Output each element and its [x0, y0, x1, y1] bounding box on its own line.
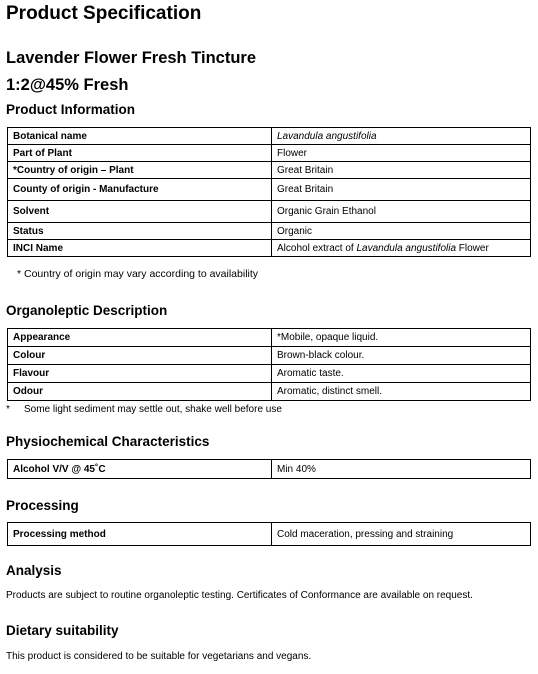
page-title: Product Specification	[6, 3, 202, 24]
organoleptic-table	[7, 328, 531, 401]
table-row	[8, 329, 531, 347]
row-label: County of origin - Manufacture	[8, 179, 272, 201]
table-row	[8, 145, 531, 162]
row-label: Status	[8, 223, 272, 240]
row-value: Great Britain	[272, 162, 531, 179]
row-label: Solvent	[8, 201, 272, 223]
table-row	[8, 523, 531, 546]
organoleptic-footnote-marker: *	[6, 404, 10, 415]
row-value: Lavandula angustifolia	[272, 128, 531, 145]
row-label: Flavour	[8, 365, 272, 383]
row-label: Appearance	[8, 329, 272, 347]
table-row	[8, 365, 531, 383]
row-label: INCI Name	[8, 240, 272, 257]
row-label: *Country of origin – Plant	[8, 162, 272, 179]
table-row	[8, 347, 531, 365]
row-value: Cold maceration, pressing and straining	[272, 523, 531, 546]
row-value: Flower	[272, 145, 531, 162]
row-label: Odour	[8, 383, 272, 401]
row-value: Great Britain	[272, 179, 531, 201]
row-value: Min 40%	[272, 460, 531, 479]
organoleptic-heading: Organoleptic Description	[6, 303, 168, 318]
physiochemical-heading: Physiochemical Characteristics	[6, 434, 210, 449]
product-information-footnote: * Country of origin may vary according to availability	[17, 268, 259, 280]
row-value: Organic Grain Ethanol	[272, 201, 531, 223]
table-row	[8, 162, 531, 179]
row-label: Processing method	[8, 523, 272, 546]
row-value: Aromatic, distinct smell.	[272, 383, 531, 401]
processing-heading: Processing	[6, 498, 79, 513]
product-information-heading: Product Information	[6, 102, 135, 117]
row-value: Organic	[272, 223, 531, 240]
table-row	[8, 383, 531, 401]
table-row	[8, 179, 531, 201]
product-name: Lavender Flower Fresh Tincture	[6, 49, 257, 67]
table-row	[8, 201, 531, 223]
table-row	[8, 223, 531, 240]
row-value: Brown-black colour.	[272, 347, 531, 365]
row-label: Botanical name	[8, 128, 272, 145]
row-label: Part of Plant	[8, 145, 272, 162]
inci-botanical: Lavandula angustifolia	[356, 242, 457, 254]
row-value: Aromatic taste.	[272, 365, 531, 383]
dietary-text: This product is considered to be suitable for vegetarians and vegans.	[6, 651, 312, 662]
inci-prefix: Alcohol extract of	[277, 242, 357, 254]
dietary-heading: Dietary suitability	[6, 623, 119, 638]
product-ratio: 1:2@45% Fresh	[6, 76, 129, 94]
inci-suffix: Flower	[456, 242, 489, 254]
physiochemical-table	[7, 459, 531, 479]
product-information-table	[7, 127, 531, 257]
analysis-heading: Analysis	[6, 563, 62, 578]
row-label: Alcohol V/V @ 45˚C	[8, 460, 272, 479]
row-label: Colour	[8, 347, 272, 365]
analysis-text: Products are subject to routine organoleptic testing. Certificates of Conformance are available on request.	[6, 590, 473, 601]
organoleptic-footnote: Some light sediment may settle out, shake well before use	[24, 404, 282, 415]
table-row	[8, 460, 531, 479]
row-value	[272, 240, 531, 257]
row-value: *Mobile, opaque liquid.	[272, 329, 531, 347]
processing-table	[7, 522, 531, 546]
table-row	[8, 128, 531, 145]
table-row	[8, 240, 531, 257]
